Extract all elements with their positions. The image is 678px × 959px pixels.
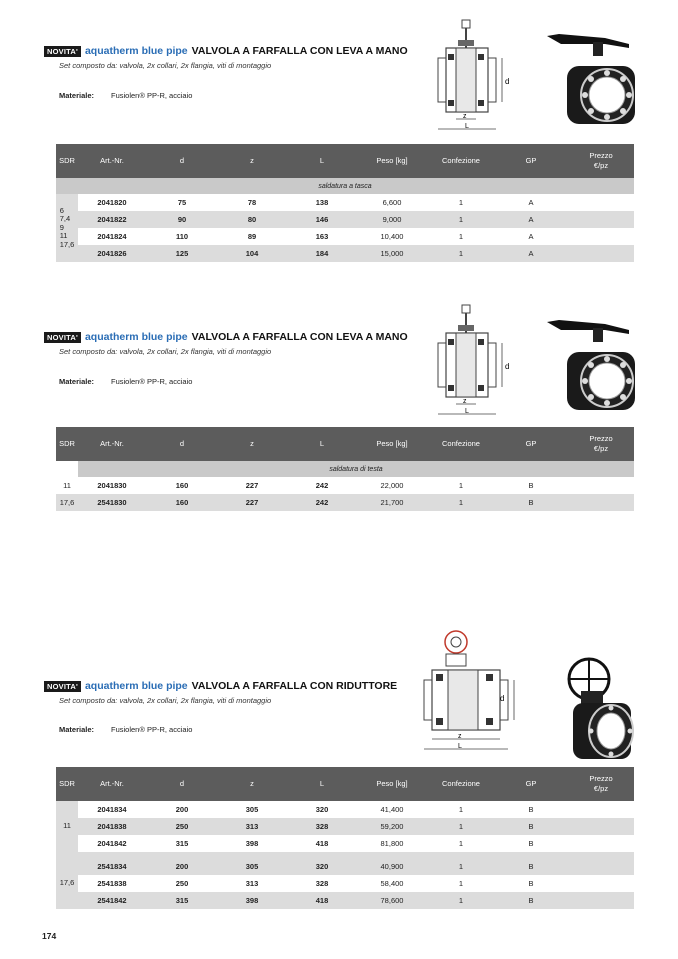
col-sdr: SDR <box>59 439 75 448</box>
col-peso: Peso [kg] <box>376 779 408 788</box>
dim-d-label: d <box>505 362 510 371</box>
col-prezzo: Prezzo €/pz <box>589 774 613 793</box>
cell-z: 398 <box>245 839 259 848</box>
cell-l: 138 <box>315 198 329 207</box>
table-row <box>56 194 634 211</box>
dim-d-label: d <box>500 694 505 703</box>
cell-z: 313 <box>245 879 259 888</box>
cell-d: 75 <box>177 198 187 207</box>
table-row <box>56 835 634 852</box>
material-line <box>59 91 192 100</box>
cell-gp: A <box>528 249 534 258</box>
cell-z: 398 <box>245 896 259 905</box>
dim-z-label: z <box>458 733 462 740</box>
col-z: z <box>250 156 254 165</box>
cell-confezione: 1 <box>458 879 464 888</box>
valve-photo <box>545 316 637 416</box>
cell-l: 320 <box>315 862 329 871</box>
cell-confezione: 1 <box>458 822 464 831</box>
cell-art: 2541830 <box>97 498 127 507</box>
brand-name: aquatherm blue pipe <box>84 331 188 343</box>
table-row <box>56 211 634 228</box>
cell-gp: B <box>528 822 534 831</box>
cell-d: 90 <box>177 215 187 224</box>
dim-l-label: L <box>465 123 469 130</box>
cell-l: 242 <box>315 481 329 490</box>
cell-peso: 9,000 <box>382 215 402 224</box>
cell-art: 2041820 <box>97 198 127 207</box>
page-number: 174 <box>42 931 57 941</box>
product-subtitle: Set composto da: valvola, 2x collari, 2x flangia, viti di montaggio <box>59 696 272 705</box>
product-table-3 <box>56 767 634 909</box>
cell-l: 320 <box>315 805 329 814</box>
gear-valve-technical-drawing <box>418 628 522 756</box>
table-subheader: saldatura a tasca <box>56 178 634 194</box>
cell-d: 250 <box>175 879 189 888</box>
material-line <box>59 377 192 386</box>
cell-gp: B <box>528 862 534 871</box>
cell-d: 315 <box>175 896 189 905</box>
table-row <box>56 228 634 245</box>
cell-d: 200 <box>175 805 189 814</box>
cell-gp: B <box>528 481 534 490</box>
section2-title <box>44 331 408 343</box>
cell-peso: 21,700 <box>380 498 404 507</box>
valve-technical-drawing <box>430 303 520 421</box>
table-row <box>56 875 634 892</box>
cell-peso: 81,800 <box>380 839 404 848</box>
col-confezione: Confezione <box>442 156 480 165</box>
col-confezione: Confezione <box>442 779 480 788</box>
cell-d: 110 <box>175 232 189 241</box>
cell-art: 2041826 <box>97 249 127 258</box>
cell-gp: B <box>528 498 534 507</box>
material-value: Fusiolen® PP-R, acciaio <box>111 91 193 100</box>
cell-gp: B <box>528 839 534 848</box>
cell-art: 2541838 <box>97 879 127 888</box>
table-header <box>56 144 634 178</box>
col-prezzo: Prezzo €/pz <box>589 434 613 453</box>
novita-badge: NOVITA' <box>44 46 81 57</box>
cell-confezione: 1 <box>458 862 464 871</box>
cell-sdr: 11 <box>63 481 71 490</box>
cell-z: 80 <box>247 215 257 224</box>
cell-peso: 40,900 <box>380 862 404 871</box>
cell-art: 2041824 <box>97 232 127 241</box>
cell-confezione: 1 <box>458 215 464 224</box>
col-art-nr: Art.-Nr. <box>100 439 124 448</box>
cell-d: 125 <box>175 249 189 258</box>
section1-title <box>44 45 408 57</box>
col-l: L <box>319 156 325 165</box>
cell-confezione: 1 <box>458 249 464 258</box>
cell-art: 2541834 <box>97 862 127 871</box>
col-art-nr: Art.-Nr. <box>100 156 124 165</box>
cell-l: 184 <box>315 249 329 258</box>
cell-d: 315 <box>175 839 189 848</box>
cell-l: 163 <box>315 232 329 241</box>
material-line <box>59 725 192 734</box>
col-confezione: Confezione <box>442 439 480 448</box>
table-header <box>56 767 634 801</box>
cell-confezione: 1 <box>458 805 464 814</box>
col-l: L <box>319 779 325 788</box>
cell-gp: B <box>528 805 534 814</box>
col-sdr: SDR <box>59 156 75 165</box>
material-value: Fusiolen® PP-R, acciaio <box>111 725 193 734</box>
cell-peso: 41,400 <box>380 805 404 814</box>
cell-d: 250 <box>175 822 189 831</box>
cell-z: 78 <box>247 198 257 207</box>
product-subtitle: Set composto da: valvola, 2x collari, 2x flangia, viti di montaggio <box>59 347 272 356</box>
material-label: Materiale: <box>59 725 95 734</box>
product-title: VALVOLA A FARFALLA CON RIDUTTORE <box>191 680 398 692</box>
col-l: L <box>319 439 325 448</box>
col-sdr: SDR <box>59 779 75 788</box>
cell-gp: A <box>528 215 534 224</box>
product-title: VALVOLA A FARFALLA CON LEVA A MANO <box>191 45 408 57</box>
cell-l: 418 <box>315 839 329 848</box>
cell-sdr: 17,6 <box>59 498 75 507</box>
material-label: Materiale: <box>59 377 95 386</box>
valve-technical-drawing <box>430 18 520 136</box>
col-z: z <box>250 439 254 448</box>
cell-confezione: 1 <box>458 232 464 241</box>
cell-z: 227 <box>245 498 259 507</box>
cell-gp: B <box>528 879 534 888</box>
product-table-1 <box>56 144 634 262</box>
col-d: d <box>179 156 185 165</box>
cell-peso: 15,000 <box>380 249 404 258</box>
cell-confezione: 1 <box>458 481 464 490</box>
cell-peso: 22,000 <box>380 481 404 490</box>
table-row <box>56 858 634 875</box>
cell-l: 328 <box>315 822 329 831</box>
product-subtitle: Set composto da: valvola, 2x collari, 2x flangia, viti di montaggio <box>59 61 272 70</box>
cell-l: 418 <box>315 896 329 905</box>
table-subheader: saldatura di testa <box>78 461 634 477</box>
col-peso: Peso [kg] <box>376 439 408 448</box>
cell-gp: A <box>528 232 534 241</box>
col-gp: GP <box>525 439 537 448</box>
cell-gp: A <box>528 198 534 207</box>
product-table-2 <box>56 427 634 511</box>
sdr-group-cell: 11 <box>56 801 78 852</box>
product-title: VALVOLA A FARFALLA CON LEVA A MANO <box>191 331 408 343</box>
table-row <box>56 818 634 835</box>
cell-z: 89 <box>247 232 257 241</box>
cell-d: 200 <box>175 862 189 871</box>
col-art-nr: Art.-Nr. <box>100 779 124 788</box>
section3-title <box>44 680 397 692</box>
cell-confezione: 1 <box>458 198 464 207</box>
gear-valve-photo <box>563 655 639 765</box>
cell-art: 2041842 <box>97 839 127 848</box>
dim-d-label: d <box>505 77 510 86</box>
cell-confezione: 1 <box>458 896 464 905</box>
cell-d: 160 <box>175 481 189 490</box>
cell-peso: 59,200 <box>380 822 404 831</box>
cell-peso: 58,400 <box>380 879 404 888</box>
sdr-group-cell: 6 7,4 9 11 17,6 <box>56 194 78 262</box>
cell-art: 2041822 <box>97 215 127 224</box>
dim-z-label: z <box>463 398 467 405</box>
table-header <box>56 427 634 461</box>
cell-art: 2041834 <box>97 805 127 814</box>
cell-gp: B <box>528 896 534 905</box>
dim-l-label: L <box>465 408 469 415</box>
table-row <box>56 477 634 494</box>
cell-d: 160 <box>175 498 189 507</box>
cell-peso: 78,600 <box>380 896 404 905</box>
material-value: Fusiolen® PP-R, acciaio <box>111 377 193 386</box>
material-label: Materiale: <box>59 91 95 100</box>
cell-z: 305 <box>245 862 259 871</box>
cell-art: 2041830 <box>97 481 127 490</box>
col-peso: Peso [kg] <box>376 156 408 165</box>
novita-badge: NOVITA' <box>44 681 81 692</box>
valve-photo <box>545 30 637 130</box>
col-gp: GP <box>525 779 537 788</box>
cell-z: 305 <box>245 805 259 814</box>
cell-z: 104 <box>245 249 259 258</box>
col-d: d <box>179 779 185 788</box>
brand-name: aquatherm blue pipe <box>84 680 188 692</box>
table-row <box>56 494 634 511</box>
brand-name: aquatherm blue pipe <box>84 45 188 57</box>
dim-z-label: z <box>463 113 467 120</box>
sdr-group-cell: 17,6 <box>56 858 78 909</box>
cell-l: 328 <box>315 879 329 888</box>
novita-badge: NOVITA' <box>44 332 81 343</box>
cell-art: 2541842 <box>97 896 127 905</box>
cell-z: 227 <box>245 481 259 490</box>
cell-peso: 6,600 <box>382 198 402 207</box>
cell-l: 242 <box>315 498 329 507</box>
table-row <box>56 892 634 909</box>
cell-confezione: 1 <box>458 839 464 848</box>
col-d: d <box>179 439 185 448</box>
cell-peso: 10,400 <box>380 232 404 241</box>
table-row <box>56 801 634 818</box>
col-z: z <box>250 779 254 788</box>
cell-confezione: 1 <box>458 498 464 507</box>
table-row <box>56 245 634 262</box>
col-prezzo: Prezzo €/pz <box>589 151 613 170</box>
dim-l-label: L <box>458 743 462 750</box>
cell-l: 146 <box>315 215 329 224</box>
cell-art: 2041838 <box>97 822 127 831</box>
cell-z: 313 <box>245 822 259 831</box>
col-gp: GP <box>525 156 537 165</box>
